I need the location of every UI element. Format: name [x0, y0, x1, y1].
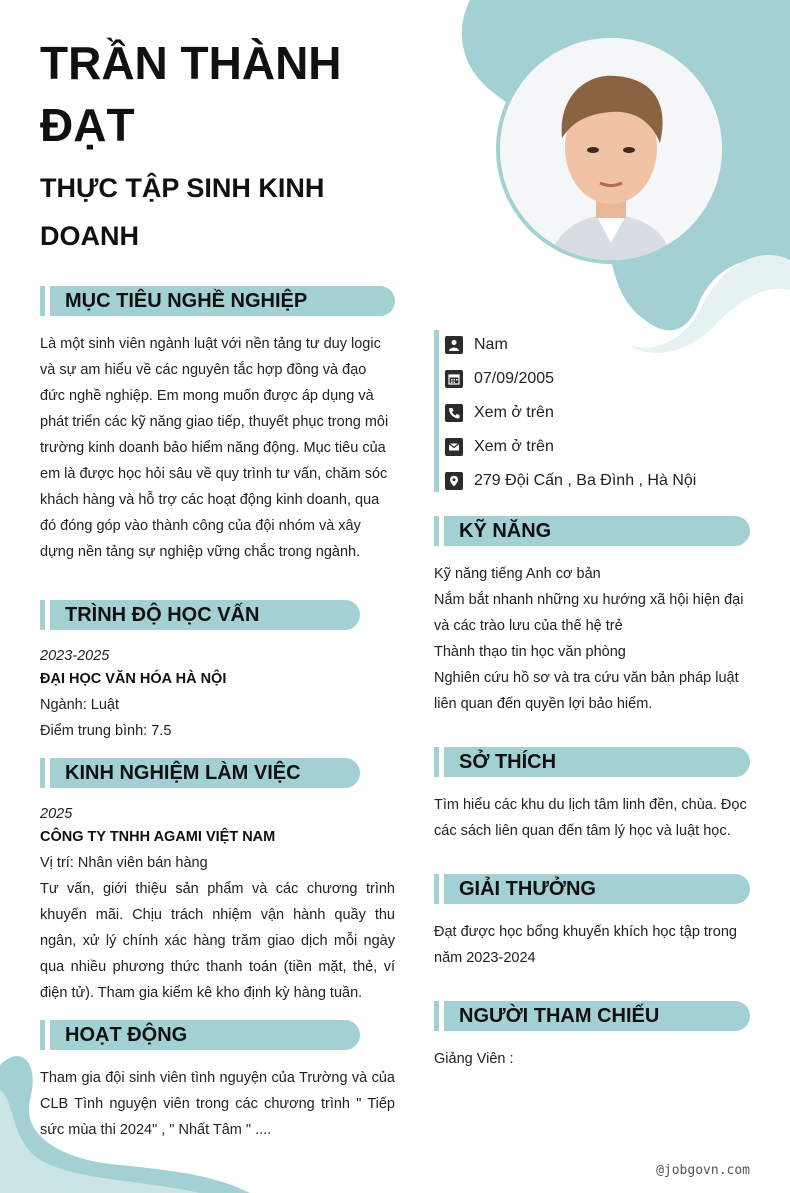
experience-heading: KINH NGHIỆM LÀM VIỆC [50, 758, 360, 788]
location-pin-icon [445, 472, 463, 490]
contact-phone: Xem ở trên [445, 396, 696, 430]
contact-gender: Nam [445, 328, 696, 362]
references-text: Giảng Viên : [434, 1051, 514, 1067]
phone-icon [445, 404, 463, 422]
profile-photo [500, 38, 722, 260]
experience-position: Vị trí: Nhân viên bán hàng [40, 855, 208, 871]
skills-list [434, 561, 750, 717]
company-name: CÔNG TY TNHH AGAMI VIỆT NAM [40, 829, 276, 845]
objective-text: Là một sinh viên ngành luật với nền tảng tư duy logic và sự am hiểu về các nguyên tắc hợp đồng và đạo đức nghề nghiệp. Em mong muốn được áp dụng và phát triển các kỹ năng giao tiếp, thuyết phục trong môi trường kinh doanh bảo hiểm năng động. Mục tiêu của em là được học hỏi sâu về quy trình tư vấn, chăm sóc khách hàng và hỗ trợ các hoạt động kinh doanh, qua đó đóng góp vào thành công của đội nhóm và xây dựng nền tảng sự nghiệp vững chắc trong ngành. [40, 336, 389, 560]
job-title: THỰC TẬP SINH KINH DOANH [40, 173, 325, 251]
experience-entry [40, 804, 395, 1006]
contact-birthday: 07/09/2005 [445, 362, 696, 396]
objective-heading: MỤC TIÊU NGHỀ NGHIỆP [50, 286, 395, 316]
experience-period: 2025 [40, 806, 73, 822]
education-major: Ngành: Luật [40, 697, 120, 713]
skill-item: Thành thạo tin học văn phòng [434, 644, 626, 660]
skill-item: Kỹ năng tiếng Anh cơ bản [434, 566, 601, 582]
education-heading: TRÌNH ĐỘ HỌC VẤN [50, 600, 360, 630]
contact-list [445, 328, 696, 498]
activities-text: Tham gia đội sinh viên tình nguyện của Trường và của CLB Tình nguyện viên trong các chương trình " Tiếp sức mùa thi 2024" , " Nhất Tâm " .... [40, 1070, 395, 1138]
watermark: @jobgovn.com [656, 1163, 750, 1178]
experience-description: Tư vấn, giới thiệu sản phẩm và các chương trình khuyến mãi. Chịu trách nhiệm vận hành quầy thu ngân, xử lý chính xác hàng trăm giao dịch mỗi ngày qua nhiều phương thức thanh toán (tiền mặt, thẻ, ví điện tử). Tham gia kiểm kê kho định kỳ hàng tuần. [40, 881, 395, 1001]
awards-heading: GIẢI THƯỞNG [444, 874, 750, 904]
awards-text: Đạt được học bổng khuyến khích học tập trong năm 2023-2024 [434, 924, 737, 966]
contact-address: 279 Đội Cấn , Ba Đình , Hà Nội [445, 464, 696, 498]
calendar-icon [445, 370, 463, 388]
hobbies-heading: SỞ THÍCH [444, 747, 750, 777]
skills-heading: KỸ NĂNG [444, 516, 750, 546]
education-period: 2023-2025 [40, 648, 110, 664]
envelope-icon [445, 438, 463, 456]
education-entry [40, 646, 395, 744]
references-heading: NGƯỜI THAM CHIẾU [444, 1001, 750, 1031]
hobbies-text: Tìm hiểu các khu du lịch tâm linh đền, chùa. Đọc các sách liên quan đến tâm lý học và luật học. [434, 797, 747, 839]
contact-accent-bar [434, 330, 439, 492]
skill-item: Nắm bắt nhanh những xu hướng xã hội hiện đại và các trào lưu của thế hệ trẻ [434, 592, 744, 634]
person-icon [445, 336, 463, 354]
skill-item: Nghiên cứu hồ sơ và tra cứu văn bản pháp luật liên quan đến quyền lợi bảo hiểm. [434, 670, 739, 712]
contact-email: Xem ở trên [445, 430, 696, 464]
education-gpa: Điểm trung bình: 7.5 [40, 723, 172, 739]
candidate-name: TRẦN THÀNH ĐẠT [40, 37, 342, 151]
school-name: ĐẠI HỌC VĂN HÓA HÀ NỘI [40, 671, 227, 687]
activities-heading: HOẠT ĐỘNG [50, 1020, 360, 1050]
